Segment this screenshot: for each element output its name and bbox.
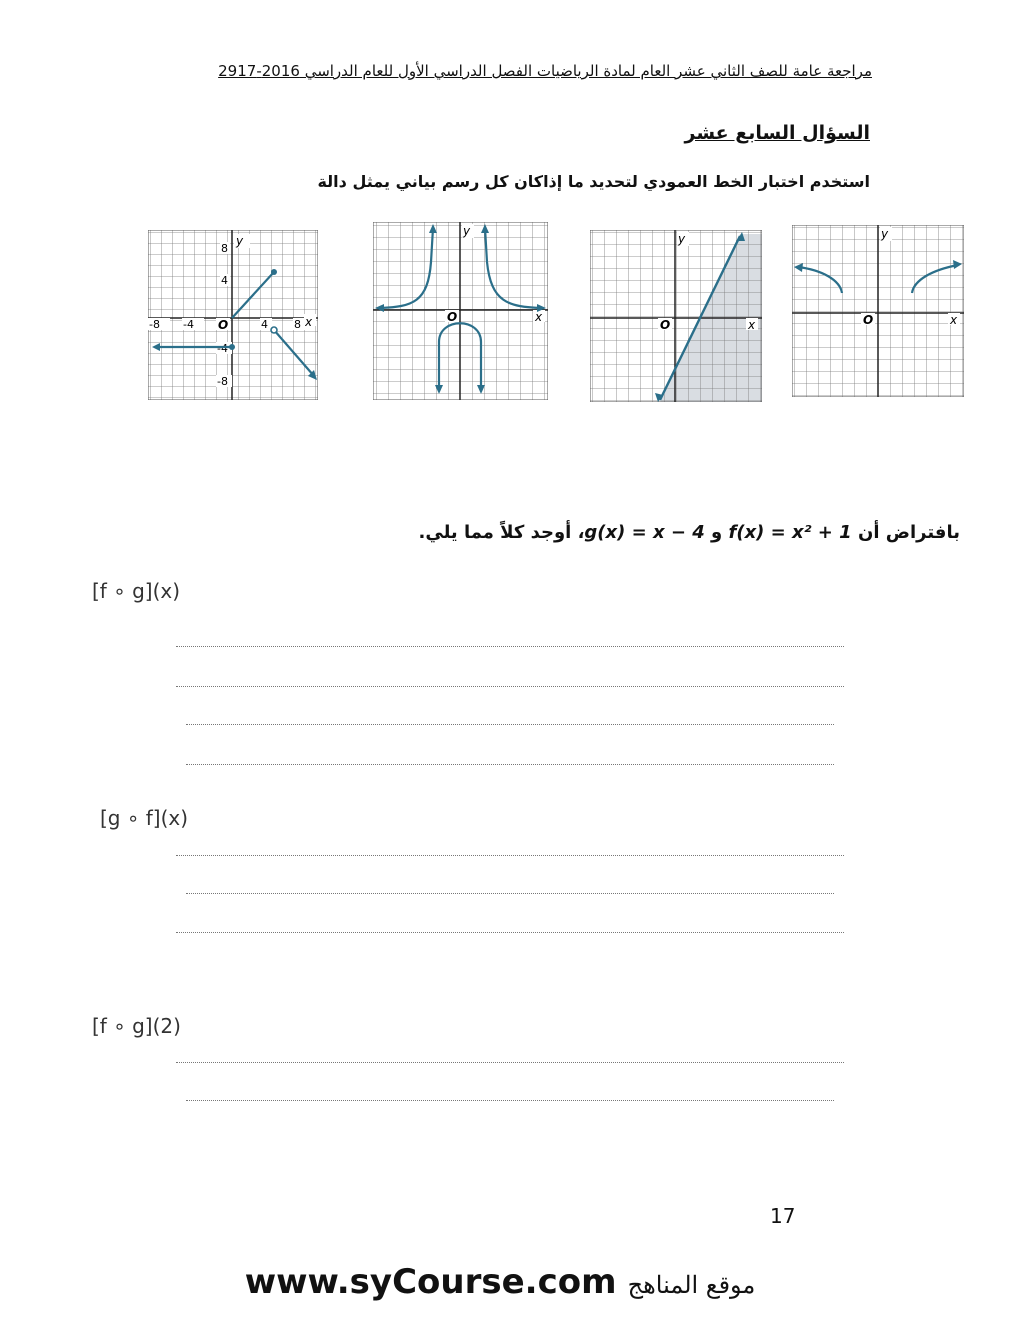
g-definition: g(x) = x − 4 <box>584 522 705 543</box>
x-axis-label: x <box>535 310 543 324</box>
x-axis-label: x <box>748 318 756 332</box>
tick-label: 8 <box>221 242 228 255</box>
answer-line[interactable] <box>176 686 844 687</box>
tick-label: -8 <box>149 318 160 331</box>
question-title: السؤال السابع عشر <box>684 122 870 144</box>
tick-label: -4 <box>217 342 228 355</box>
tick-label: -8 <box>217 375 228 388</box>
tick-label: 8 <box>294 318 301 331</box>
answer-line[interactable] <box>186 724 834 725</box>
tick-label: 4 <box>261 318 268 331</box>
problem-conjunction: و <box>711 522 723 543</box>
part-label-fog-2: [f ∘ g](2) <box>92 1014 181 1038</box>
sideways-graph <box>792 225 964 397</box>
answer-line[interactable] <box>186 893 834 894</box>
origin-label: O <box>660 318 671 332</box>
asymptote-graph <box>373 222 548 400</box>
part-label-gof-x: [g ∘ f](x) <box>100 806 189 830</box>
footer <box>220 1262 780 1302</box>
page-header: مراجعة عامة للصف الثاني عشر العام لمادة الرياضيات الفصل الدراسي الأول للعام الدراسي 2016-2917 <box>218 62 872 80</box>
y-axis-label: y <box>463 224 471 238</box>
f-definition: f(x) = x² + 1 <box>728 522 852 543</box>
tick-label: 4 <box>221 274 228 287</box>
tick-label: -4 <box>183 318 194 331</box>
problem-statement <box>300 522 960 543</box>
problem-prefix: بافتراض أن <box>857 522 960 543</box>
origin-label: O <box>218 318 229 332</box>
line-shaded-graph <box>590 230 762 402</box>
answer-line[interactable] <box>176 1062 844 1063</box>
question-instruction: استخدم اختبار الخط العمودي لتحديد ما إذاكان كل رسم بياني يمثل دالة <box>317 172 870 191</box>
x-axis-label: x <box>305 315 313 329</box>
origin-label: O <box>447 310 458 324</box>
origin-label: O <box>863 313 874 327</box>
y-axis-label: y <box>678 232 686 246</box>
page-number: 17 <box>770 1204 796 1228</box>
y-axis-label: y <box>881 227 889 241</box>
footer-site-name: موقع المناهج <box>627 1271 756 1299</box>
piecewise-graph <box>148 230 318 400</box>
footer-url[interactable]: www.syCourse.com <box>244 1262 617 1302</box>
answer-line[interactable] <box>176 932 844 933</box>
answer-line[interactable] <box>186 1100 834 1101</box>
answer-line[interactable] <box>186 764 834 765</box>
problem-suffix: ، أوجد كلاً مما يلي. <box>418 522 585 543</box>
answer-line[interactable] <box>176 855 844 856</box>
x-axis-label: x <box>950 313 958 327</box>
answer-line[interactable] <box>176 646 844 647</box>
part-label-fog-x: [f ∘ g](x) <box>92 579 181 603</box>
y-axis-label: y <box>236 234 244 248</box>
